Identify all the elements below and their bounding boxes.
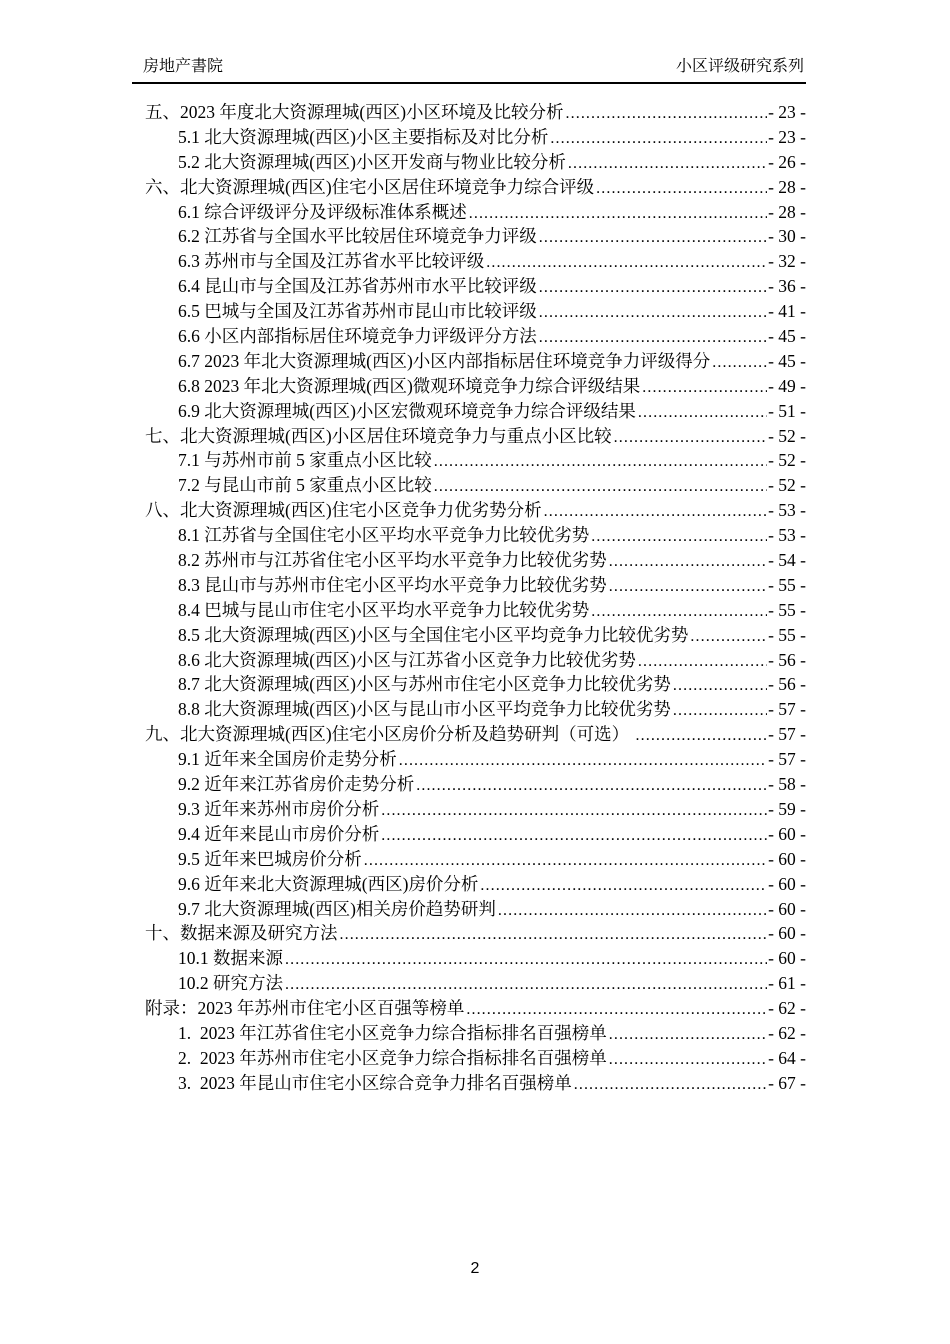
toc-entry-label: 6.9 北大资源理城(西区)小区宏微观环境竞争力综合评级结果 — [178, 400, 636, 421]
toc-leader-dots — [480, 872, 767, 899]
toc-entry-page: - 57 - — [768, 699, 806, 720]
toc-entry-label: 九、北大资源理城(西区)住宅小区房价分析及趋势研判（可选） — [145, 724, 634, 745]
toc-entry-label: 五、2023 年度北大资源理城(西区)小区环境及比较分析 — [145, 102, 564, 122]
toc-leader-dots — [466, 996, 767, 1023]
toc-entry[interactable] — [145, 1046, 806, 1071]
toc-entry-label: 7.1 与苏州市前 5 家重点小区比较 — [178, 450, 432, 471]
toc-leader-dots — [498, 897, 767, 924]
toc-entry[interactable] — [145, 424, 806, 449]
toc-list — [145, 100, 806, 1096]
header-left-title: 房地产書院 — [143, 58, 224, 75]
toc-entry-page: - 52 - — [768, 425, 806, 446]
toc-entry-label: 10.2 研究方法 — [178, 973, 283, 994]
toc-leader-dots — [638, 648, 767, 675]
toc-entry-page: - 55 - — [768, 574, 806, 595]
toc-leader-dots — [550, 125, 767, 152]
toc-leader-dots — [539, 224, 767, 251]
toc-entry[interactable] — [145, 772, 806, 797]
toc-entry-page: - 60 - — [768, 948, 806, 969]
toc-leader-dots — [673, 672, 767, 699]
toc-leader-dots — [636, 722, 768, 749]
toc-entry-page: - 57 - — [768, 724, 806, 745]
toc-entry[interactable] — [145, 971, 806, 996]
toc-leader-dots — [539, 299, 767, 326]
toc-entry-label: 9.3 近年来苏州市房价分析 — [178, 798, 380, 819]
toc-entry[interactable] — [145, 598, 806, 623]
toc-entry-label: 7.2 与昆山市前 5 家重点小区比较 — [178, 475, 432, 496]
toc-entry[interactable] — [145, 1071, 806, 1096]
toc-entry-label: 10.1 数据来源 — [178, 948, 283, 969]
toc-entry-page: - 60 - — [768, 823, 806, 844]
toc-entry-label: 8.1 江苏省与全国住宅小区平均水平竞争力比较优劣势 — [178, 525, 590, 546]
toc-entry[interactable] — [145, 921, 806, 946]
toc-entry-label: 8.4 巴城与昆山市住宅小区平均水平竞争力比较优劣势 — [178, 599, 590, 620]
toc-entry[interactable] — [145, 722, 806, 747]
toc-entry[interactable] — [145, 274, 806, 299]
toc-entry[interactable] — [145, 324, 806, 349]
toc-entry-page: - 23 - — [768, 126, 806, 147]
toc-leader-dots — [434, 473, 767, 500]
footer-page-number: 2 — [470, 1260, 480, 1277]
toc-entry[interactable] — [145, 623, 806, 648]
toc-entry-label: 6.1 综合评级评分及评级标准体系概述 — [178, 201, 467, 222]
toc-entry-page: - 60 - — [768, 923, 806, 944]
toc-entry[interactable] — [145, 822, 806, 847]
toc-entry-page: - 62 - — [768, 1022, 806, 1043]
toc-entry-label: 8.5 北大资源理城(西区)小区与全国住宅小区平均竞争力比较优劣势 — [178, 624, 689, 645]
toc-leader-dots — [285, 971, 767, 998]
toc-leader-dots — [381, 822, 767, 849]
toc-leader-dots — [574, 1071, 767, 1098]
toc-entry-page: - 53 - — [768, 500, 806, 521]
toc-entry[interactable] — [145, 200, 806, 225]
toc-entry-page: - 56 - — [768, 649, 806, 670]
toc-leader-dots — [434, 448, 767, 475]
toc-entry-label: 十、数据来源及研究方法 — [145, 923, 338, 944]
toc-entry[interactable] — [145, 299, 806, 324]
toc-leader-dots — [609, 1046, 767, 1073]
toc-entry-label: 8.7 北大资源理城(西区)小区与苏州市住宅小区竞争力比较优劣势 — [178, 674, 671, 695]
toc-entry-page: - 64 - — [768, 1047, 806, 1068]
toc-entry-label: 6.4 昆山市与全国及江苏省苏州市水平比较评级 — [178, 276, 537, 297]
toc-leader-dots — [544, 498, 767, 525]
toc-entry[interactable] — [145, 672, 806, 697]
toc-entry[interactable] — [145, 224, 806, 249]
toc-entry-page: - 57 - — [768, 749, 806, 770]
toc-entry-page: - 36 - — [768, 276, 806, 297]
toc-leader-dots — [539, 324, 767, 351]
toc-entry-label: 八、北大资源理城(西区)住宅小区竞争力优劣势分析 — [145, 500, 542, 521]
toc-entry-label: 5.2 北大资源理城(西区)小区开发商与物业比较分析 — [178, 151, 566, 172]
toc-entry-label: 9.2 近年来江苏省房价走势分析 — [178, 774, 415, 795]
toc-leader-dots — [609, 1021, 767, 1048]
toc-entry-page: - 60 - — [768, 873, 806, 894]
toc-entry[interactable] — [145, 946, 806, 971]
toc-entry[interactable] — [145, 548, 806, 573]
toc-entry-label: 六、北大资源理城(西区)住宅小区居住环境竞争力综合评级 — [145, 176, 595, 197]
toc-leader-dots — [596, 175, 767, 202]
toc-entry-label: 9.7 北大资源理城(西区)相关房价趋势研判 — [178, 898, 496, 919]
toc-entry-label: 1. 2023 年江苏省住宅小区竞争力综合指标排名百强榜单 — [178, 1022, 607, 1043]
toc-leader-dots — [364, 847, 767, 874]
toc-entry[interactable] — [145, 175, 806, 200]
toc-leader-dots — [673, 697, 767, 724]
toc-leader-dots — [712, 349, 767, 376]
toc-leader-dots — [566, 100, 768, 127]
toc-entry-page: - 30 - — [768, 226, 806, 247]
toc-entry[interactable] — [145, 100, 806, 125]
toc-entry-page: - 56 - — [768, 674, 806, 695]
toc-leader-dots — [416, 772, 767, 799]
toc-leader-dots — [539, 274, 767, 301]
toc-entry-page: - 54 - — [768, 550, 806, 571]
toc-entry-page: - 49 - — [768, 375, 806, 396]
toc-entry[interactable] — [145, 797, 806, 822]
toc-leader-dots — [614, 424, 767, 451]
toc-entry-page: - 55 - — [768, 599, 806, 620]
toc-entry-label: 6.3 苏州市与全国及江苏省水平比较评级 — [178, 251, 485, 272]
toc-leader-dots — [591, 598, 767, 625]
toc-leader-dots — [469, 200, 767, 227]
toc-entry-page: - 23 - — [768, 102, 806, 122]
toc-entry-label: 6.5 巴城与全国及江苏省苏州市昆山市比较评级 — [178, 301, 537, 322]
toc-entry[interactable] — [145, 150, 806, 175]
toc-entry-page: - 60 - — [768, 848, 806, 869]
toc-leader-dots — [642, 374, 767, 401]
toc-entry[interactable] — [145, 473, 806, 498]
toc-entry-label: 8.2 苏州市与江苏省住宅小区平均水平竞争力比较优劣势 — [178, 550, 607, 571]
toc-entry-label: 9.1 近年来全国房价走势分析 — [178, 749, 397, 770]
toc-entry-label: 9.5 近年来巴城房价分析 — [178, 848, 362, 869]
toc-entry-page: - 53 - — [768, 525, 806, 546]
toc-entry-label: 9.4 近年来昆山市房价分析 — [178, 823, 380, 844]
toc-leader-dots — [381, 797, 767, 824]
toc-leader-dots — [690, 623, 767, 650]
toc-entry-page: - 52 - — [768, 475, 806, 496]
toc-entry-page: - 62 - — [768, 998, 806, 1019]
toc-entry-page: - 55 - — [768, 624, 806, 645]
toc-entry-page: - 60 - — [768, 898, 806, 919]
toc-entry-page: - 59 - — [768, 798, 806, 819]
toc-entry-label: 6.7 2023 年北大资源理城(西区)小区内部指标居住环境竞争力评级得分 — [178, 350, 711, 371]
toc-entry-label: 附录：2023 年苏州市住宅小区百强等榜单 — [145, 998, 465, 1019]
toc-leader-dots — [285, 946, 767, 973]
toc-leader-dots — [609, 548, 767, 575]
toc-leader-dots — [486, 249, 767, 276]
toc-entry-label: 6.8 2023 年北大资源理城(西区)微观环境竞争力综合评级结果 — [178, 375, 641, 396]
toc-entry-label: 8.6 北大资源理城(西区)小区与江苏省小区竞争力比较优劣势 — [178, 649, 636, 670]
toc-entry[interactable] — [145, 249, 806, 274]
toc-entry[interactable] — [145, 697, 806, 722]
toc-entry[interactable] — [145, 349, 806, 374]
toc-entry[interactable] — [145, 573, 806, 598]
toc-entry-label: 6.6 小区内部指标居住环境竞争力评级评分方法 — [178, 326, 537, 347]
toc-entry[interactable] — [145, 872, 806, 897]
toc-entry-label: 3. 2023 年昆山市住宅小区综合竞争力排名百强榜单 — [178, 1072, 572, 1093]
toc-entry-page: - 58 - — [768, 774, 806, 795]
toc-entry-label: 8.3 昆山市与苏州市住宅小区平均水平竞争力比较优劣势 — [178, 574, 607, 595]
page-header — [132, 57, 806, 84]
page-footer — [0, 1260, 950, 1278]
header-right-title: 小区评级研究系列 — [675, 58, 804, 75]
toc-entry-label: 七、北大资源理城(西区)小区居住环境竞争力与重点小区比较 — [145, 425, 612, 446]
toc-entry[interactable] — [145, 374, 806, 399]
toc-leader-dots — [399, 747, 767, 774]
toc-entry[interactable] — [145, 747, 806, 772]
toc-leader-dots — [609, 573, 767, 600]
toc-entry[interactable] — [145, 847, 806, 872]
toc-entry[interactable] — [145, 996, 806, 1021]
toc-entry-page: - 45 - — [768, 326, 806, 347]
toc-entry-label: 8.8 北大资源理城(西区)小区与昆山市小区平均竞争力比较优劣势 — [178, 699, 671, 720]
toc-leader-dots — [638, 399, 767, 426]
toc-entry-label: 9.6 近年来北大资源理城(西区)房价分析 — [178, 873, 479, 894]
toc-entry-label: 2. 2023 年苏州市住宅小区竞争力综合指标排名百强榜单 — [178, 1047, 607, 1068]
toc-entry-page: - 26 - — [768, 151, 806, 172]
toc-entry[interactable] — [145, 448, 806, 473]
toc-entry-page: - 28 - — [768, 201, 806, 222]
toc-entry-page: - 32 - — [768, 251, 806, 272]
toc-entry-label: 5.1 北大资源理城(西区)小区主要指标及对比分析 — [178, 126, 549, 147]
toc-entry-page: - 52 - — [768, 450, 806, 471]
toc-entry-page: - 45 - — [768, 350, 806, 371]
toc-entry[interactable] — [145, 648, 806, 673]
toc-entry-page: - 41 - — [768, 301, 806, 322]
toc-leader-dots — [340, 921, 768, 948]
toc-entry-page: - 61 - — [768, 973, 806, 994]
toc-entry[interactable] — [145, 523, 806, 548]
toc-entry[interactable] — [145, 498, 806, 523]
toc-entry[interactable] — [145, 399, 806, 424]
toc-leader-dots — [568, 150, 767, 177]
toc-entry-page: - 67 - — [768, 1072, 806, 1093]
toc-entry-label: 6.2 江苏省与全国水平比较居住环境竞争力评级 — [178, 226, 537, 247]
toc-leader-dots — [591, 523, 767, 550]
toc-entry[interactable] — [145, 1021, 806, 1046]
toc-entry[interactable] — [145, 897, 806, 922]
toc-entry[interactable] — [145, 125, 806, 150]
toc-entry-page: - 28 - — [768, 176, 806, 197]
toc-entry-page: - 51 - — [768, 400, 806, 421]
